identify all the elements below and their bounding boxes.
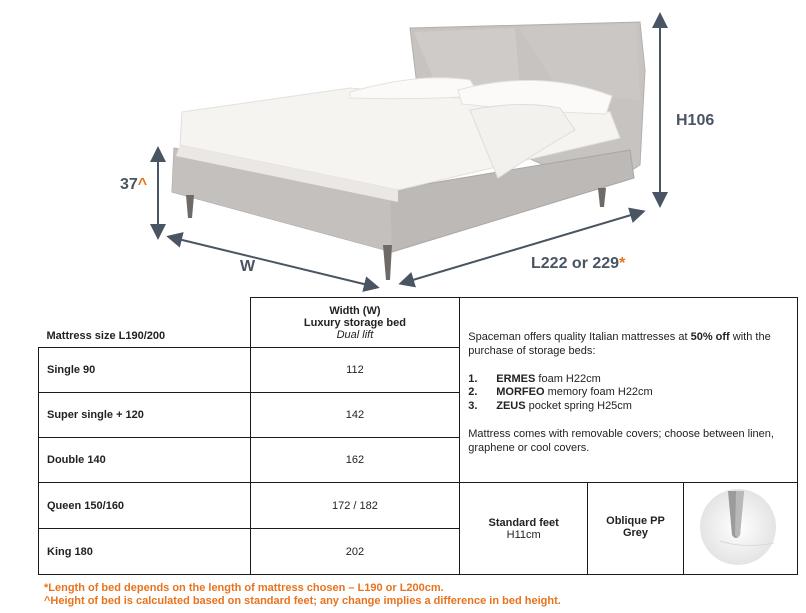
list-item: 3. ZEUS pocket spring H25cm: [468, 400, 632, 412]
mattress-offer-info: [460, 298, 798, 483]
bed-leg: [186, 195, 194, 218]
length-footnote: *Length of bed depends on the length of mattress chosen – L190 or L200cm.: [44, 582, 444, 594]
length-dimension-label: L222 or 229*: [531, 255, 626, 272]
size-cell: Queen 150/160: [39, 483, 251, 529]
width-cell: 142: [250, 393, 460, 438]
bed-leg: [383, 245, 392, 280]
standard-feet-cell: Standard feet H11cm: [460, 483, 588, 575]
width-cell: 162: [250, 438, 460, 483]
footnotes: [44, 582, 561, 608]
width-cell: 112: [250, 348, 460, 393]
mattress-list: [468, 373, 789, 414]
bed-dimension-diagram: [0, 0, 806, 298]
width-cell: 202: [250, 529, 460, 575]
oblique-feet-cell: Oblique PP Grey: [588, 483, 684, 575]
size-cell: Double 140: [39, 438, 251, 483]
height-dimension-label: H106: [676, 112, 715, 129]
width-cell: 172 / 182: [250, 483, 460, 529]
size-cell: King 180: [39, 529, 251, 575]
table-header-row: [39, 298, 798, 348]
bed-illustration: [0, 0, 806, 298]
side-height-dimension-label: 37^: [120, 176, 148, 193]
mattress-size-header: Mattress size L190/200: [39, 298, 251, 348]
oblique-foot-image: [684, 483, 796, 571]
size-cell: Single 90: [39, 348, 251, 393]
size-cell: Super single + 120: [39, 393, 251, 438]
offer-intro: Spaceman offers quality Italian mattresses at 50% off with the purchase of storage beds:: [468, 331, 771, 357]
list-item: 2. MORFEO memory foam H22cm: [468, 386, 653, 399]
oblique-feet-image-cell: [683, 483, 797, 575]
covers-note: Mattress comes with removable covers; choose between linen, graphene or cool covers.: [468, 427, 774, 454]
width-dimension-label: W: [240, 258, 256, 275]
table-row: [39, 483, 798, 529]
bed-leg: [598, 188, 606, 207]
size-spec-table: [38, 297, 798, 575]
width-column-header: Width (W) Luxury storage bed Dual lift: [250, 298, 460, 348]
list-item: 1. ERMES foam H22cm: [468, 372, 601, 385]
height-footnote: ^Height of bed is calculated based on standard feet; any change implies a difference in bed height.: [44, 595, 561, 607]
